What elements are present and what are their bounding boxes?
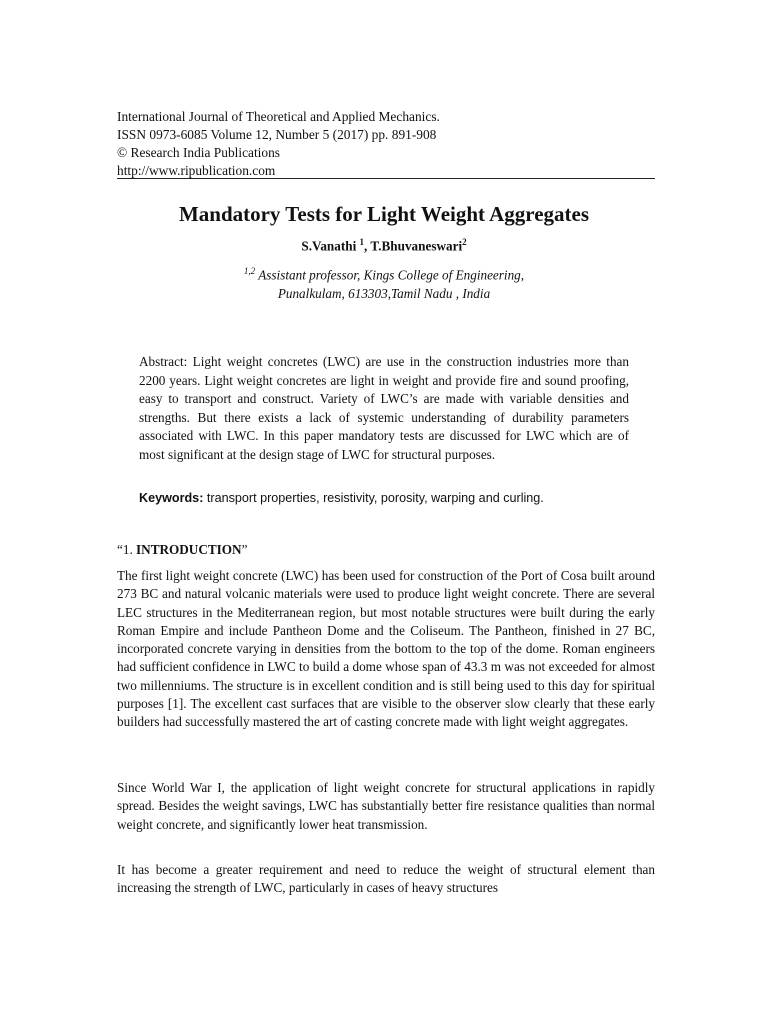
paper-title: Mandatory Tests for Light Weight Aggregates	[178, 202, 590, 226]
affiliation-line: Assistant professor, Kings College of Engineering,	[255, 267, 525, 283]
affiliation-mark: 1,2	[243, 266, 256, 276]
keywords-text: transport properties, resistivity, porosity, warping and curling.	[203, 491, 544, 505]
header-divider	[117, 178, 655, 179]
section-title: INTRODUCTION	[136, 542, 242, 557]
section-close-quote: ”	[241, 542, 248, 557]
author-affil-mark: 2	[462, 237, 467, 247]
author-separator: ,	[364, 238, 371, 254]
author-name: T.Bhuvaneswari	[370, 238, 463, 254]
affiliation-line: Punalkulam, 613303,Tamil Nadu , India	[277, 286, 491, 302]
journal-header	[117, 108, 440, 180]
section-heading	[117, 542, 247, 558]
keywords	[139, 489, 629, 507]
body-paragraph: Since World War I, the application of light weight concrete for structural applications in rapidly spread. Besides the weight savings, LWC has substantially better fire resistance qualities than normal weight concrete, and significantly lower heat transmission.	[117, 780, 655, 832]
body-paragraph: The first light weight concrete (LWC) has been used for construction of the Port of Cosa built around 273 BC and natural volcanic materials were used to produce light weight concrete. There are several LEC structures in the Mediterranean region, but most notable structures were built during the early Roman Empire and include Pantheon Dome and the Coliseum. The Pantheon, finished in 27 BC, incorporated concrete varying in densities from the bottom to the top of the dome. Roman engineers had sufficient confidence in LWC to build a dome whose span of 43.3 m was not exceeded for almost two millenniums. The structure is in excellent condition and is still being used to this day for spiritual purposes [1]. The excellent cast surfaces that are visible to the observer slow clearly that these early builders had successfully mastered the art of casting concrete made with light weight aggregates.	[117, 568, 655, 730]
keywords-label: Keywords:	[139, 491, 204, 505]
journal-name: International Journal of Theoretical and Applied Mechanics.	[117, 109, 440, 124]
affiliation	[0, 262, 768, 303]
journal-issn: ISSN 0973-6085 Volume 12, Number 5 (2017) pp. 891-908	[117, 127, 437, 142]
body-paragraph: It has become a greater requirement and need to reduce the weight of structural element than increasing the strength of LWC, particularly in cases of heavy structures	[117, 862, 655, 896]
section-open-quote: “1.	[117, 542, 137, 557]
author-affil-mark: 1	[359, 237, 365, 247]
author-line	[0, 237, 768, 254]
journal-url[interactable]: http://www.ripublication.com	[117, 163, 276, 178]
author-name: S.Vanathi	[301, 238, 360, 254]
journal-publisher: © Research India Publications	[117, 145, 281, 160]
abstract: Abstract: Light weight concretes (LWC) are use in the construction industries more than 2200 years. Light weight concretes are light in weight and provide fire and sound proofing, easy to transport and construct. Variety of LWC’s are made with variable densities and strengths. But there exists a lack of systemic understanding of durability parameters associated with LWC. In this paper mandatory tests are discussed for LWC which are of most significant at the design stage of LWC for structural purposes.	[139, 354, 629, 462]
